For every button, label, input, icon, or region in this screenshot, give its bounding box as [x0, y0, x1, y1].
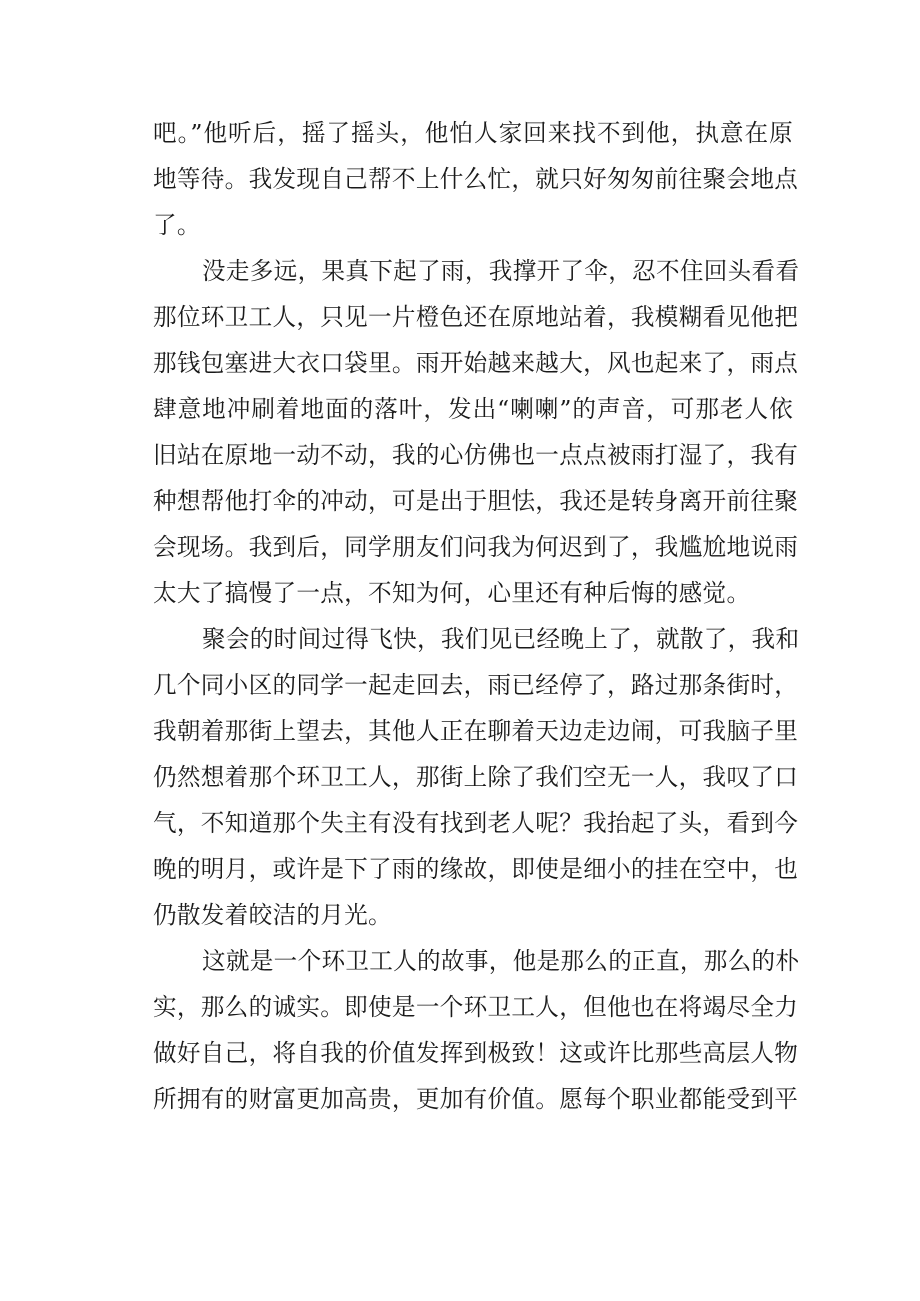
text-line: 肆意地冲刷着地面的落叶，发出“喇喇”的声音，可那老人依	[153, 395, 793, 423]
text-line: 这就是一个环卫工人的故事，他是那么的正直，那么的朴	[202, 947, 800, 975]
text-line: 几个同小区的同学一起走回去，雨已经停了，路过那条街时，	[153, 671, 799, 699]
paragraph-4	[153, 938, 800, 1122]
body-text	[153, 110, 800, 1122]
text-line: 太大了搞慢了一点，不知为何，心里还有种后悔的感觉。	[153, 579, 751, 607]
text-line: 种想帮他打伞的冲动，可是出于胆怯，我还是转身离开前往聚	[153, 487, 799, 515]
text-line: 我朝着那街上望去，其他人正在聊着天边走边闹，可我脑子里	[153, 717, 799, 745]
text-line: 了。	[153, 211, 201, 239]
text-line: 所拥有的财富更加高贵，更加有价值。愿每个职业都能受到平	[153, 1085, 799, 1113]
text-line: 吧。”他听后，摇了摇头，他怕人家回来找不到他，执意在原	[153, 119, 793, 147]
text-line: 气，不知道那个失主有没有找到老人呢？我抬起了头，看到今	[153, 809, 799, 837]
text-line: 实，那么的诚实。即使是一个环卫工人，但他也在将竭尽全力	[153, 993, 799, 1021]
text-line: 那钱包塞进大衣口袋里。雨开始越来越大，风也起来了，雨点	[153, 349, 799, 377]
text-line: 没走多远，果真下起了雨，我撑开了伞，忍不住回头看看	[202, 257, 800, 285]
paragraph-1	[153, 110, 799, 248]
text-line: 仍然想着那个环卫工人，那街上除了我们空无一人，我叹了口	[153, 763, 799, 791]
text-line: 旧站在原地一动不动，我的心仿佛也一点点被雨打湿了，我有	[153, 441, 799, 469]
text-line: 仍散发着皎洁的月光。	[153, 901, 392, 929]
text-line: 地等待。我发现自己帮不上什么忙，就只好匆匆前往聚会地点	[153, 165, 799, 193]
text-line: 晚的明月，或许是下了雨的缘故，即使是细小的挂在空中，也	[153, 855, 799, 883]
paragraph-2	[153, 248, 800, 616]
paragraph-3	[153, 616, 800, 938]
text-line: 那位环卫工人，只见一片橙色还在原地站着，我模糊看见他把	[153, 303, 799, 331]
text-line: 会现场。我到后，同学朋友们问我为何迟到了，我尴尬地说雨	[153, 533, 799, 561]
text-line: 做好自己，将自我的价值发挥到极致！这或许比那些高层人物	[153, 1039, 799, 1067]
text-line: 聚会的时间过得飞快，我们见已经晚上了，就散了，我和	[202, 625, 800, 653]
